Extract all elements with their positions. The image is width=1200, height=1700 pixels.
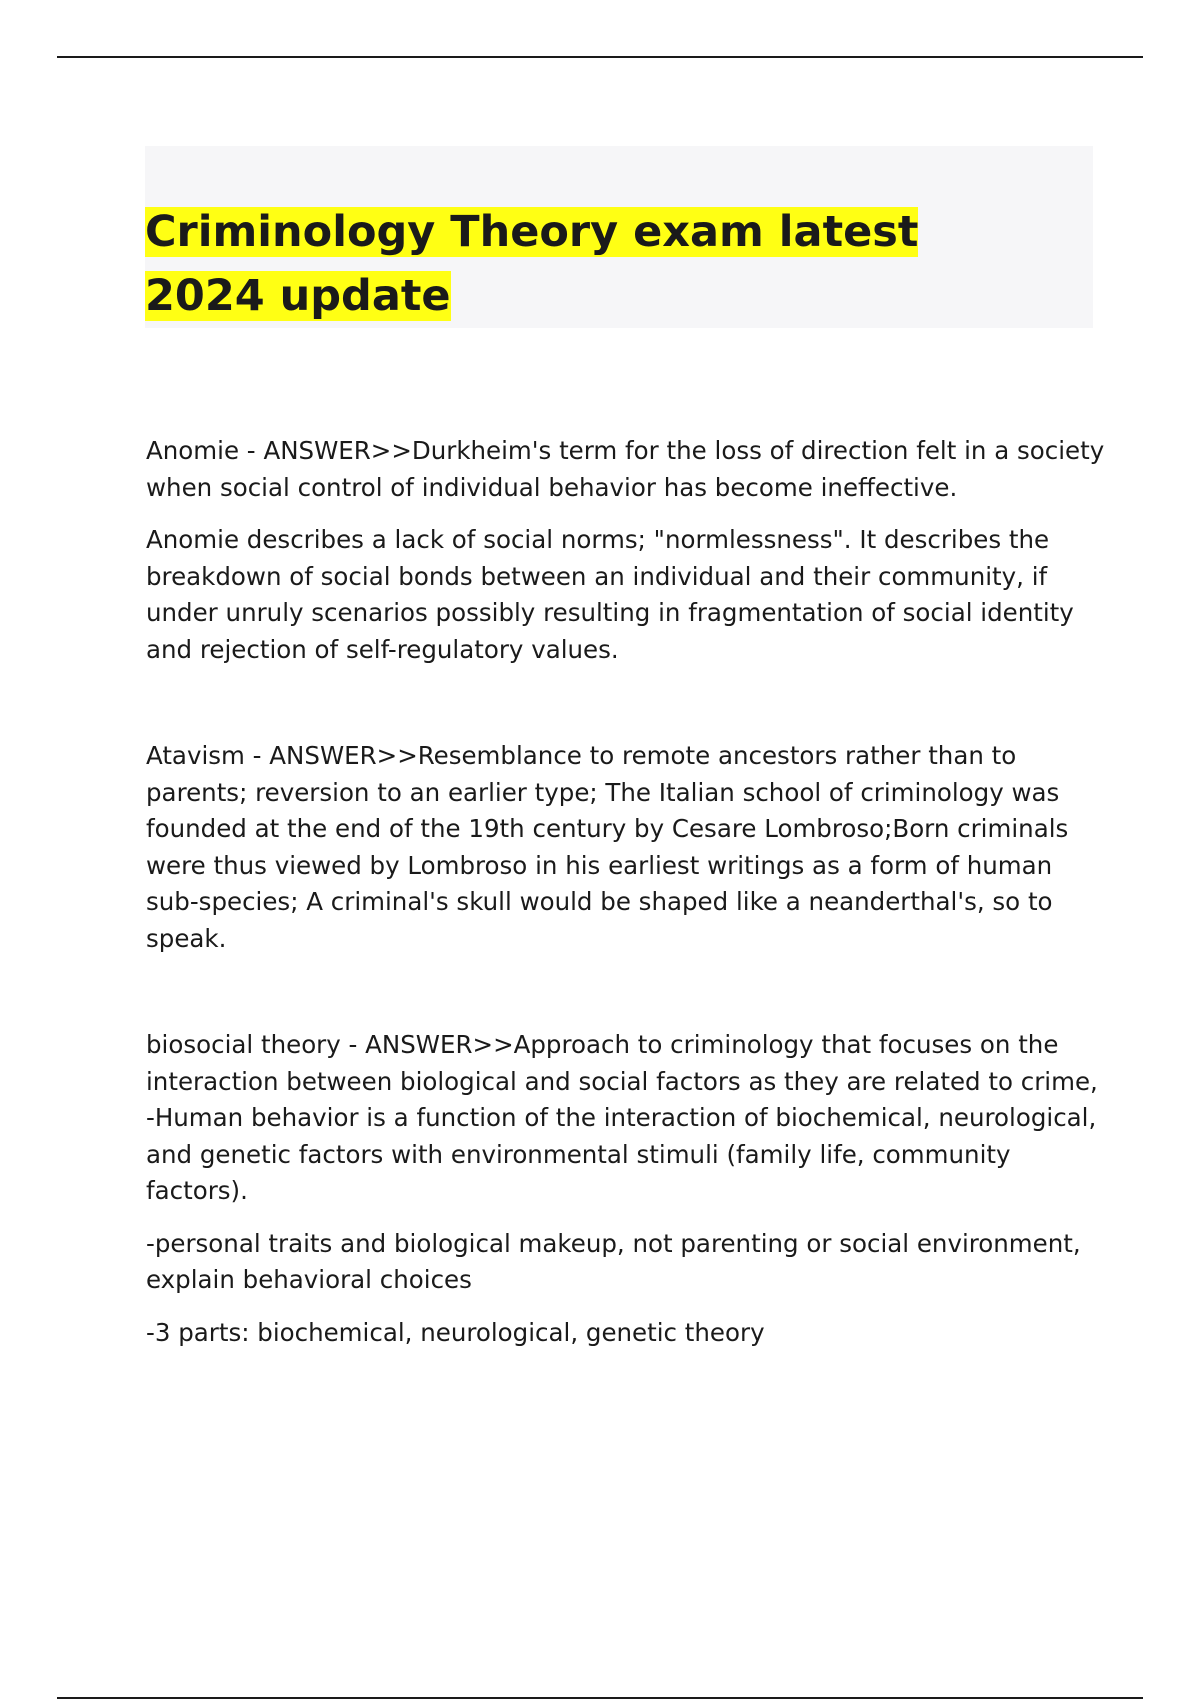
entry-biosocial-theory [146, 1027, 1106, 1351]
entry-paragraph: biosocial theory - ANSWER>>Approach to criminology that focuses on the interaction between biological and social factors as they are related to crime, -Human behavior is a function of the interaction of biochemical, neurological, and genetic factors with environmental stimuli (family life, community factors). [146, 1030, 1098, 1205]
top-divider [57, 56, 1143, 58]
entry-paragraph: -personal traits and biological makeup, not parenting or social environment, explain behavioral choices [146, 1228, 1081, 1294]
entry-atavism [146, 738, 1106, 957]
entry-anomie [146, 433, 1106, 668]
entry-paragraph: Anomie - ANSWER>>Durkheim's term for the loss of direction felt in a society when social control of individual behavior has become ineffective. [146, 436, 1105, 502]
entry-paragraph: Atavism - ANSWER>>Resemblance to remote ancestors rather than to parents; reversion to an earlier type; The Italian school of criminology was founded at the end of the 19th century by Cesare Lombroso;Born criminals were thus viewed by Lombroso in his earliest writings as a form of human sub-species; A criminal's skull would be shaped like a neanderthal's, so to speak. [146, 741, 1069, 953]
document-body [146, 433, 1106, 1351]
entry-paragraph: -3 parts: biochemical, neurological, genetic theory [146, 1317, 765, 1347]
title-highlight: Criminology Theory exam latest 2024 update [145, 207, 919, 321]
entry-paragraph: Anomie describes a lack of social norms; "normlessness". It describes the breakdown of social bonds between an individual and their community, if under unruly scenarios possibly resulting in fragmentation of social identity and rejection of self-regulatory values. [146, 525, 1074, 664]
document-title [145, 200, 1045, 328]
bottom-divider [57, 1697, 1143, 1699]
